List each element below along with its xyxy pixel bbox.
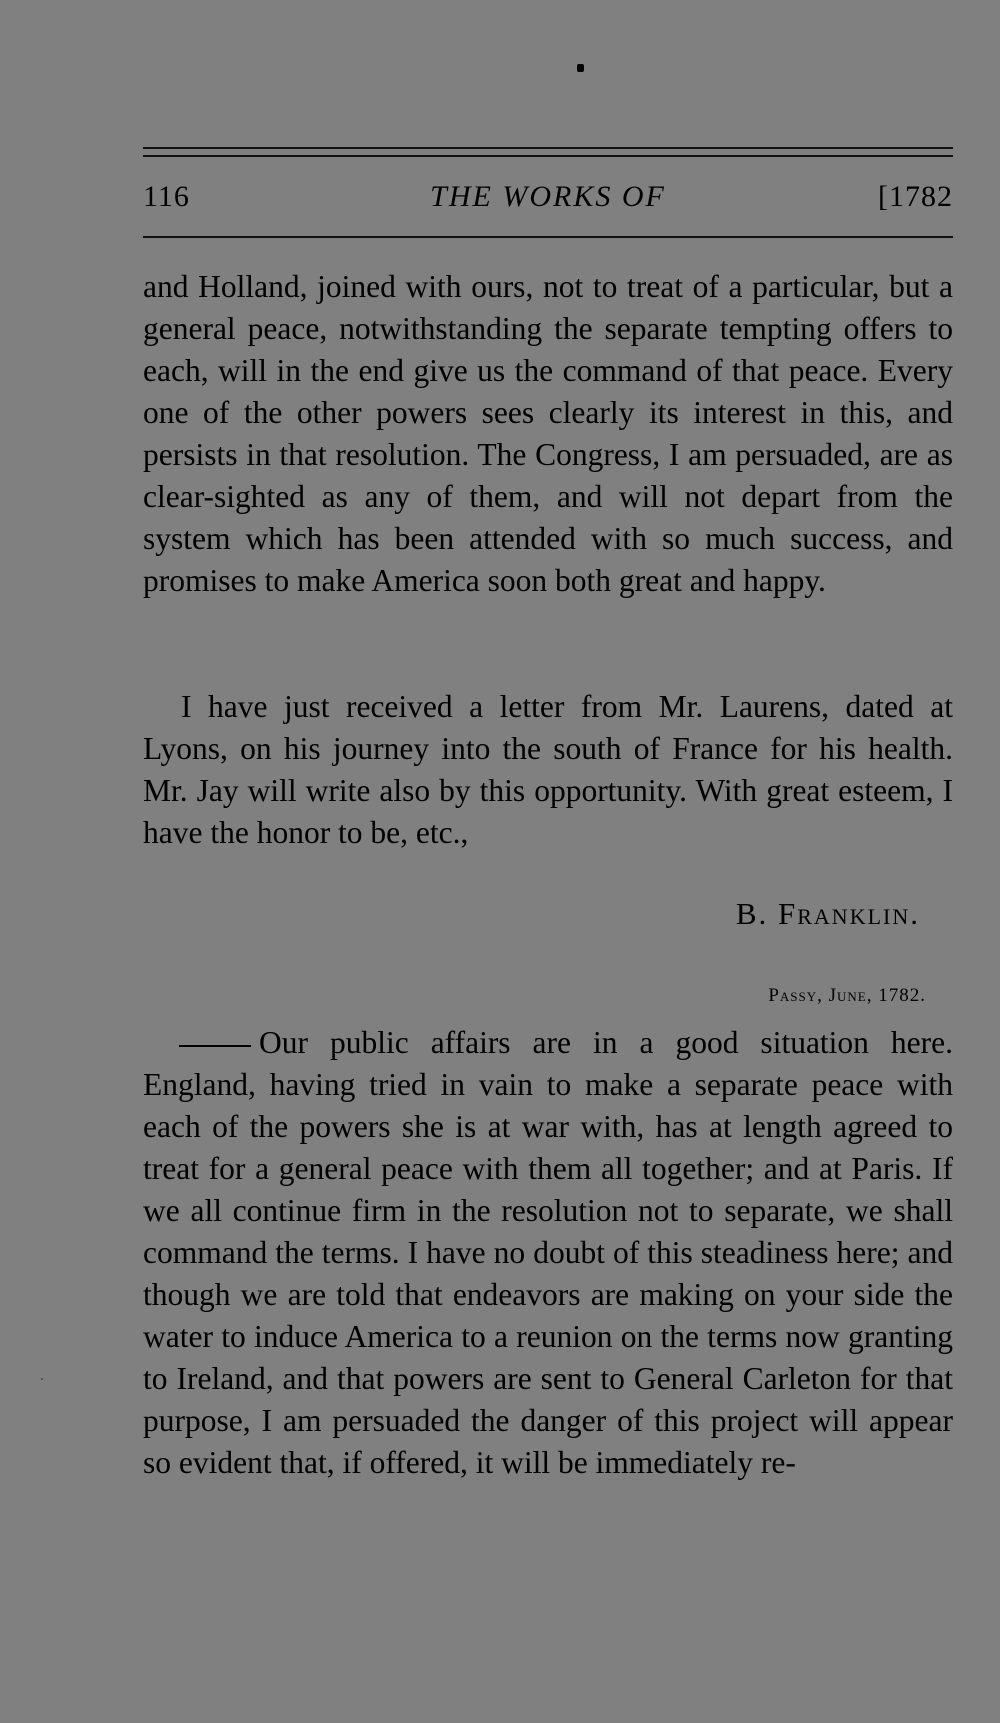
running-year: [1782 <box>878 180 953 213</box>
signature-text: B. Franklin. <box>735 896 920 931</box>
letter-two-paragraph-1 <box>143 1022 953 1484</box>
letter-one-paragraph-2: I have just received a letter from Mr. Laurens, dated at Lyons, on his journey into the south of France for his health. Mr. Jay will write also by this opportunity. With great esteem, I have the honor to be, etc., <box>143 689 953 850</box>
dateline: Passy, June, 1782. <box>768 985 926 1006</box>
opening-dash <box>179 1045 251 1047</box>
margin-speck <box>41 1378 43 1380</box>
header-rule-second <box>143 155 953 157</box>
page-number: 116 <box>143 180 190 213</box>
header-rule-bottom <box>143 236 953 238</box>
letter-two-paragraph-1-text: Our public affairs are in a good situation here. England, having tried in vain to make a separate peace with each of the powers she is at war with, has at length agreed to treat for a general peace with them all together; and at Paris. If we all continue firm in the resolution not to separate, we shall command the terms. I have no doubt of this steadiness here; and though we are told that endeavors are making on your side the water to induce America to a reunion on the terms now granting to Ireland, and that powers are sent to General Carleton for that purpose, I am persuaded the danger of this project will appear so evident that, if offered, it will be immediately re- <box>143 1025 953 1480</box>
running-head <box>143 180 953 220</box>
ink-speck <box>577 64 584 72</box>
signature <box>143 896 920 932</box>
running-title: THE WORKS OF <box>430 180 666 213</box>
header-rule-top <box>143 147 953 149</box>
letter-one-paragraph-1: and Holland, joined with ours, not to treat of a particular, but a general peace, notwithstanding the separate tempting offers to each, will in the end give us the command of that peace. Every one of the other powers sees clearly its interest in this, and persists in that resolution. The Congress, I am persuaded, are as clear-sighted as any of them, and will not depart from the system which has been attended with so much success, and promises to make America soon both great and happy. <box>143 269 953 598</box>
